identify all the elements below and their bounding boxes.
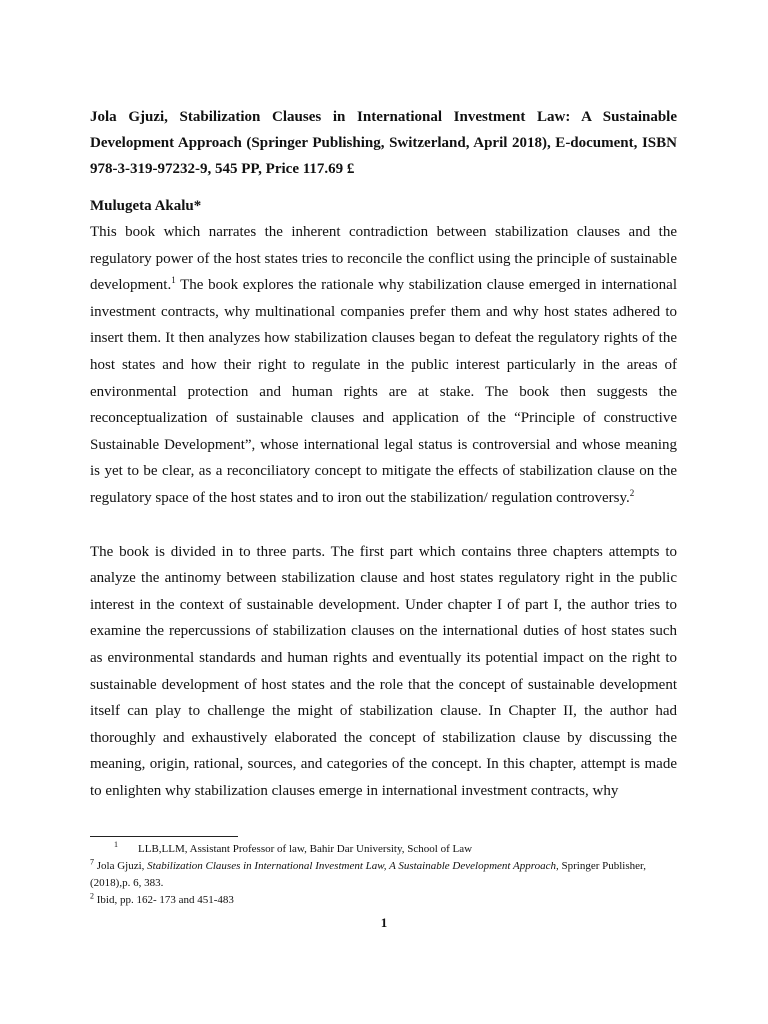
footnote-1-text: LLB,LLM, Assistant Professor of law, Bahir Dar University, School of Law bbox=[138, 843, 473, 855]
document-body bbox=[90, 104, 677, 804]
footnote-2-text-b: Springer Publisher,(2018),p. 6, 383. bbox=[90, 860, 646, 889]
footnote-2-mark: 7 bbox=[90, 857, 94, 867]
paragraph-1 bbox=[90, 219, 677, 512]
footnote-2-book-title: Stabilization Clauses in International Investment Law, A Sustainable Development Approach, bbox=[147, 860, 559, 872]
author-name: Mulugeta Akalu* bbox=[90, 198, 202, 214]
footnote-ref-2[interactable]: 2 bbox=[629, 487, 635, 498]
footnote-1: 1 LLB,LLM, Assistant Professor of law, Bahir Dar University, School of Law bbox=[114, 840, 473, 855]
footnote-divider bbox=[90, 836, 238, 837]
footnote-2-text-a: Jola Gjuzi, bbox=[96, 860, 148, 872]
footnote-3 bbox=[90, 892, 677, 909]
paragraph-1-text-b: The book explores the rationale why stabilization clause emerged in international investment contracts, why multinational companies prefer them and why host states adhered to insert them. It then analyzes how stabilization clauses began to defeat the regulatory rights of the host states and how their right to regulate in the public interest particularly in the areas of environmental protection and human rights are at stake. The book then suggests the reconceptualization of sustainable clauses and application of the “Principle of constructive Sustainable Development”, whose international legal status is controversial and whose meaning is yet to be clear, as a reconciliatory concept to mitigate the effects of stabilization clause on the regulatory space of the host states and to iron out the stabilization/ regulation controversy. bbox=[90, 277, 677, 506]
paragraph-2: The book is divided in to three parts. The first part which contains three chapters attempts to analyze the antinomy between stabilization clause and host states regulatory right in the public interest in the context of sustainable development. Under chapter I of part I, the author tries to examine the repercussions of stabilization clauses on the international duties of host states such as environmental standards and human rights and eventually its potential impact on the right to sustainable development of host states and the role that the concept of sustainable development itself can play to challenge the might of stabilization clause. In Chapter II, the author had thoroughly and exhaustively elaborated the concept of stabilization clause by discussing the meaning, origin, rational, sources, and categories of the concept. In this chapter, attempt is made to enlighten why stabilization clauses emerge in international investment contracts, why bbox=[90, 543, 677, 799]
footnote-3-text: Ibid, pp. 162- 173 and 451-483 bbox=[96, 894, 234, 906]
footnote-ref-1[interactable]: 1 bbox=[171, 275, 176, 286]
review-title: Jola Gjuzi, Stabilization Clauses in International Investment Law: A Sustainable Development Approach (Springer Publishing, Switzerland, April 2018), E-document, ISBN 978-3-319-97232-9, 545 PP, Price 117.69 £ bbox=[90, 109, 677, 177]
paragraph-1-text-a: This book which narrates the inherent contradiction between stabilization clauses and the regulatory power of the host states tries to reconcile the conflict using the principle of sustainable development. bbox=[90, 224, 677, 294]
footnote-2 bbox=[90, 858, 677, 892]
footnotes bbox=[90, 836, 677, 909]
footnote-3-mark: 2 bbox=[90, 891, 94, 901]
page-number: 1 bbox=[380, 915, 388, 930]
